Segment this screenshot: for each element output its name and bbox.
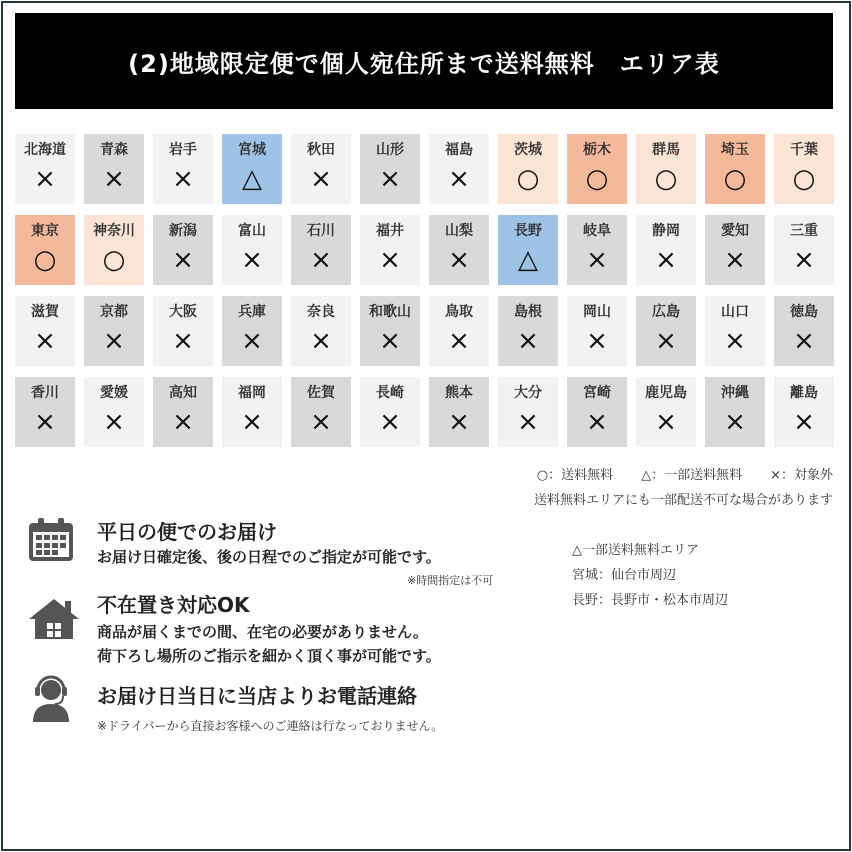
- partial-area-heading: △一部送料無料エリア: [572, 543, 699, 558]
- feature-desc: 荷下ろし場所のご指示を細かく頂く事が可能です。: [97, 647, 441, 665]
- region-name: 北海道: [24, 142, 66, 158]
- region-name: 沖縄: [721, 385, 749, 401]
- region-name: 宮崎: [583, 385, 611, 401]
- region-status-mark: ×: [448, 326, 470, 356]
- region-cell: [498, 296, 558, 366]
- feature-title: 不在置き対応OK: [97, 593, 250, 617]
- region-status-mark: ×: [448, 407, 470, 437]
- calendar-icon: [27, 516, 79, 568]
- region-name: 島根: [514, 304, 542, 320]
- region-status-mark: ×: [793, 326, 815, 356]
- region-cell: [636, 134, 696, 204]
- region-name: 埼玉: [721, 142, 749, 158]
- region-cell: [84, 134, 144, 204]
- region-status-mark: ×: [241, 245, 263, 275]
- region-name: 熊本: [445, 385, 473, 401]
- region-cell: [360, 377, 420, 447]
- region-status-mark: ×: [379, 245, 401, 275]
- region-cell: [153, 377, 213, 447]
- region-status-mark: ×: [310, 245, 332, 275]
- region-name: 茨城: [514, 142, 542, 158]
- legend-free: ○：送料無料: [536, 468, 614, 483]
- region-name: 兵庫: [238, 304, 266, 320]
- region-name: 福井: [376, 223, 404, 239]
- feature-desc: お届け日確定後、後の日程でのご指定が可能です。: [97, 548, 441, 566]
- region-status-mark: ×: [241, 326, 263, 356]
- region-name: 広島: [652, 304, 680, 320]
- region-status-mark: ×: [241, 407, 263, 437]
- region-name: 鳥取: [445, 304, 473, 320]
- region-cell: [636, 296, 696, 366]
- legend: [509, 463, 833, 513]
- region-cell: [291, 215, 351, 285]
- region-cell: [705, 377, 765, 447]
- region-name: 神奈川: [93, 223, 135, 239]
- region-status-mark: ×: [172, 245, 194, 275]
- partial-area-list: [572, 538, 728, 613]
- region-status-mark: ×: [379, 326, 401, 356]
- region-name: 秋田: [307, 142, 335, 158]
- region-status-mark: ×: [34, 326, 56, 356]
- region-status-mark: ×: [655, 245, 677, 275]
- region-cell: [705, 134, 765, 204]
- region-status-mark: ×: [310, 326, 332, 356]
- region-cell: [222, 134, 282, 204]
- region-status-mark: ×: [517, 407, 539, 437]
- region-status-mark: ×: [34, 164, 56, 194]
- region-name: 大阪: [169, 304, 197, 320]
- feature-note: ※ドライバーから直接お客様へのご連絡は行なっておりません。: [97, 719, 444, 733]
- region-name: 愛知: [721, 223, 749, 239]
- region-name: 香川: [31, 385, 59, 401]
- region-status-mark: △: [242, 164, 262, 194]
- region-name: 福島: [445, 142, 473, 158]
- region-cell: [498, 377, 558, 447]
- region-status-mark: ○: [792, 164, 816, 194]
- partial-area-item: 長野：長野市・松本市周辺: [572, 593, 729, 608]
- region-cell: [153, 134, 213, 204]
- region-name: 長野: [514, 223, 542, 239]
- region-status-mark: ×: [724, 407, 746, 437]
- region-name: 宮城: [238, 142, 266, 158]
- region-status-mark: △: [518, 245, 538, 275]
- region-name: 群馬: [652, 142, 680, 158]
- region-cell: [84, 377, 144, 447]
- region-status-mark: ○: [102, 245, 126, 275]
- region-cell: [774, 134, 834, 204]
- region-cell: [498, 215, 558, 285]
- region-cell: [84, 215, 144, 285]
- region-name: 奈良: [307, 304, 335, 320]
- region-cell: [291, 296, 351, 366]
- partial-area-item: 宮城：仙台市周辺: [572, 568, 677, 583]
- region-cell: [429, 215, 489, 285]
- region-status-mark: ×: [517, 326, 539, 356]
- region-status-mark: ×: [172, 164, 194, 194]
- region-cell: [153, 296, 213, 366]
- region-status-mark: ×: [379, 164, 401, 194]
- region-cell: [15, 377, 75, 447]
- region-name: 山梨: [445, 223, 473, 239]
- region-name: 鹿児島: [645, 385, 687, 401]
- legend-none: ×：対象外: [770, 468, 833, 483]
- region-status-mark: ×: [34, 407, 56, 437]
- area-table: [15, 134, 834, 447]
- region-status-mark: ×: [103, 326, 125, 356]
- page-banner: [15, 13, 833, 109]
- region-status-mark: ×: [103, 164, 125, 194]
- region-status-mark: ×: [793, 407, 815, 437]
- region-cell: [222, 215, 282, 285]
- region-name: 滋賀: [31, 304, 59, 320]
- feature-title: 平日の便でのお届け: [97, 520, 277, 544]
- region-name: 青森: [100, 142, 128, 158]
- region-name: 山形: [376, 142, 404, 158]
- feature-note: ※時間指定は不可: [407, 574, 494, 587]
- region-name: 離島: [790, 385, 818, 401]
- region-cell: [429, 377, 489, 447]
- region-name: 岩手: [169, 142, 197, 158]
- region-cell: [636, 215, 696, 285]
- region-status-mark: ×: [793, 245, 815, 275]
- feature-weekday-delivery: [27, 516, 547, 586]
- region-name: 高知: [169, 385, 197, 401]
- region-status-mark: ○: [585, 164, 609, 194]
- legend-note: 送料無料エリアにも一部配送不可な場合があります: [533, 493, 833, 508]
- region-status-mark: ○: [516, 164, 540, 194]
- region-name: 山口: [721, 304, 749, 320]
- region-cell: [705, 296, 765, 366]
- feature-desc: 商品が届くまでの間、在宅の必要がありません。: [97, 623, 428, 641]
- region-status-mark: ○: [33, 245, 57, 275]
- region-status-mark: ×: [655, 326, 677, 356]
- region-name: 和歌山: [369, 304, 411, 320]
- region-name: 岐阜: [583, 223, 611, 239]
- region-status-mark: ×: [379, 407, 401, 437]
- region-name: 京都: [100, 304, 128, 320]
- legend-partial: △：一部送料無料: [641, 468, 743, 483]
- region-status-mark: ×: [586, 245, 608, 275]
- region-cell: [567, 134, 627, 204]
- region-cell: [15, 134, 75, 204]
- region-cell: [567, 377, 627, 447]
- region-cell: [636, 377, 696, 447]
- region-cell: [567, 296, 627, 366]
- feature-title: お届け日当日に当店よりお電話連絡: [97, 684, 417, 708]
- region-cell: [360, 296, 420, 366]
- region-cell: [705, 215, 765, 285]
- region-status-mark: ×: [724, 245, 746, 275]
- region-cell: [15, 215, 75, 285]
- region-name: 徳島: [790, 304, 818, 320]
- region-cell: [291, 134, 351, 204]
- region-status-mark: ○: [723, 164, 747, 194]
- region-cell: [291, 377, 351, 447]
- region-cell: [429, 296, 489, 366]
- region-name: 佐賀: [307, 385, 335, 401]
- region-name: 岡山: [583, 304, 611, 320]
- house-icon: [27, 597, 79, 649]
- region-cell: [360, 134, 420, 204]
- region-status-mark: ×: [586, 326, 608, 356]
- region-cell: [774, 296, 834, 366]
- feature-absent-ok: [27, 589, 547, 669]
- region-name: 愛媛: [100, 385, 128, 401]
- region-status-mark: ○: [654, 164, 678, 194]
- region-name: 福岡: [238, 385, 266, 401]
- banner-title: (2)地域限定便で個人宛住所まで送料無料 エリア表: [128, 49, 720, 78]
- region-name: 東京: [31, 223, 59, 239]
- region-status-mark: ×: [586, 407, 608, 437]
- region-cell: [360, 215, 420, 285]
- region-status-mark: ×: [448, 245, 470, 275]
- region-status-mark: ×: [103, 407, 125, 437]
- region-name: 三重: [790, 223, 818, 239]
- region-cell: [567, 215, 627, 285]
- operator-icon: [27, 672, 79, 724]
- region-status-mark: ×: [172, 326, 194, 356]
- region-cell: [774, 215, 834, 285]
- region-name: 長崎: [376, 385, 404, 401]
- region-status-mark: ×: [172, 407, 194, 437]
- region-name: 新潟: [169, 223, 197, 239]
- region-name: 富山: [238, 223, 266, 239]
- region-cell: [774, 377, 834, 447]
- region-cell: [498, 134, 558, 204]
- region-status-mark: ×: [448, 164, 470, 194]
- region-cell: [429, 134, 489, 204]
- region-status-mark: ×: [724, 326, 746, 356]
- region-cell: [15, 296, 75, 366]
- region-status-mark: ×: [655, 407, 677, 437]
- region-status-mark: ×: [310, 164, 332, 194]
- region-cell: [222, 296, 282, 366]
- region-name: 栃木: [583, 142, 611, 158]
- region-status-mark: ×: [310, 407, 332, 437]
- region-name: 千葉: [790, 142, 818, 158]
- region-name: 静岡: [652, 223, 680, 239]
- region-cell: [153, 215, 213, 285]
- region-name: 石川: [307, 223, 335, 239]
- feature-phone-contact: [27, 680, 567, 740]
- region-name: 大分: [514, 385, 542, 401]
- region-cell: [84, 296, 144, 366]
- region-cell: [222, 377, 282, 447]
